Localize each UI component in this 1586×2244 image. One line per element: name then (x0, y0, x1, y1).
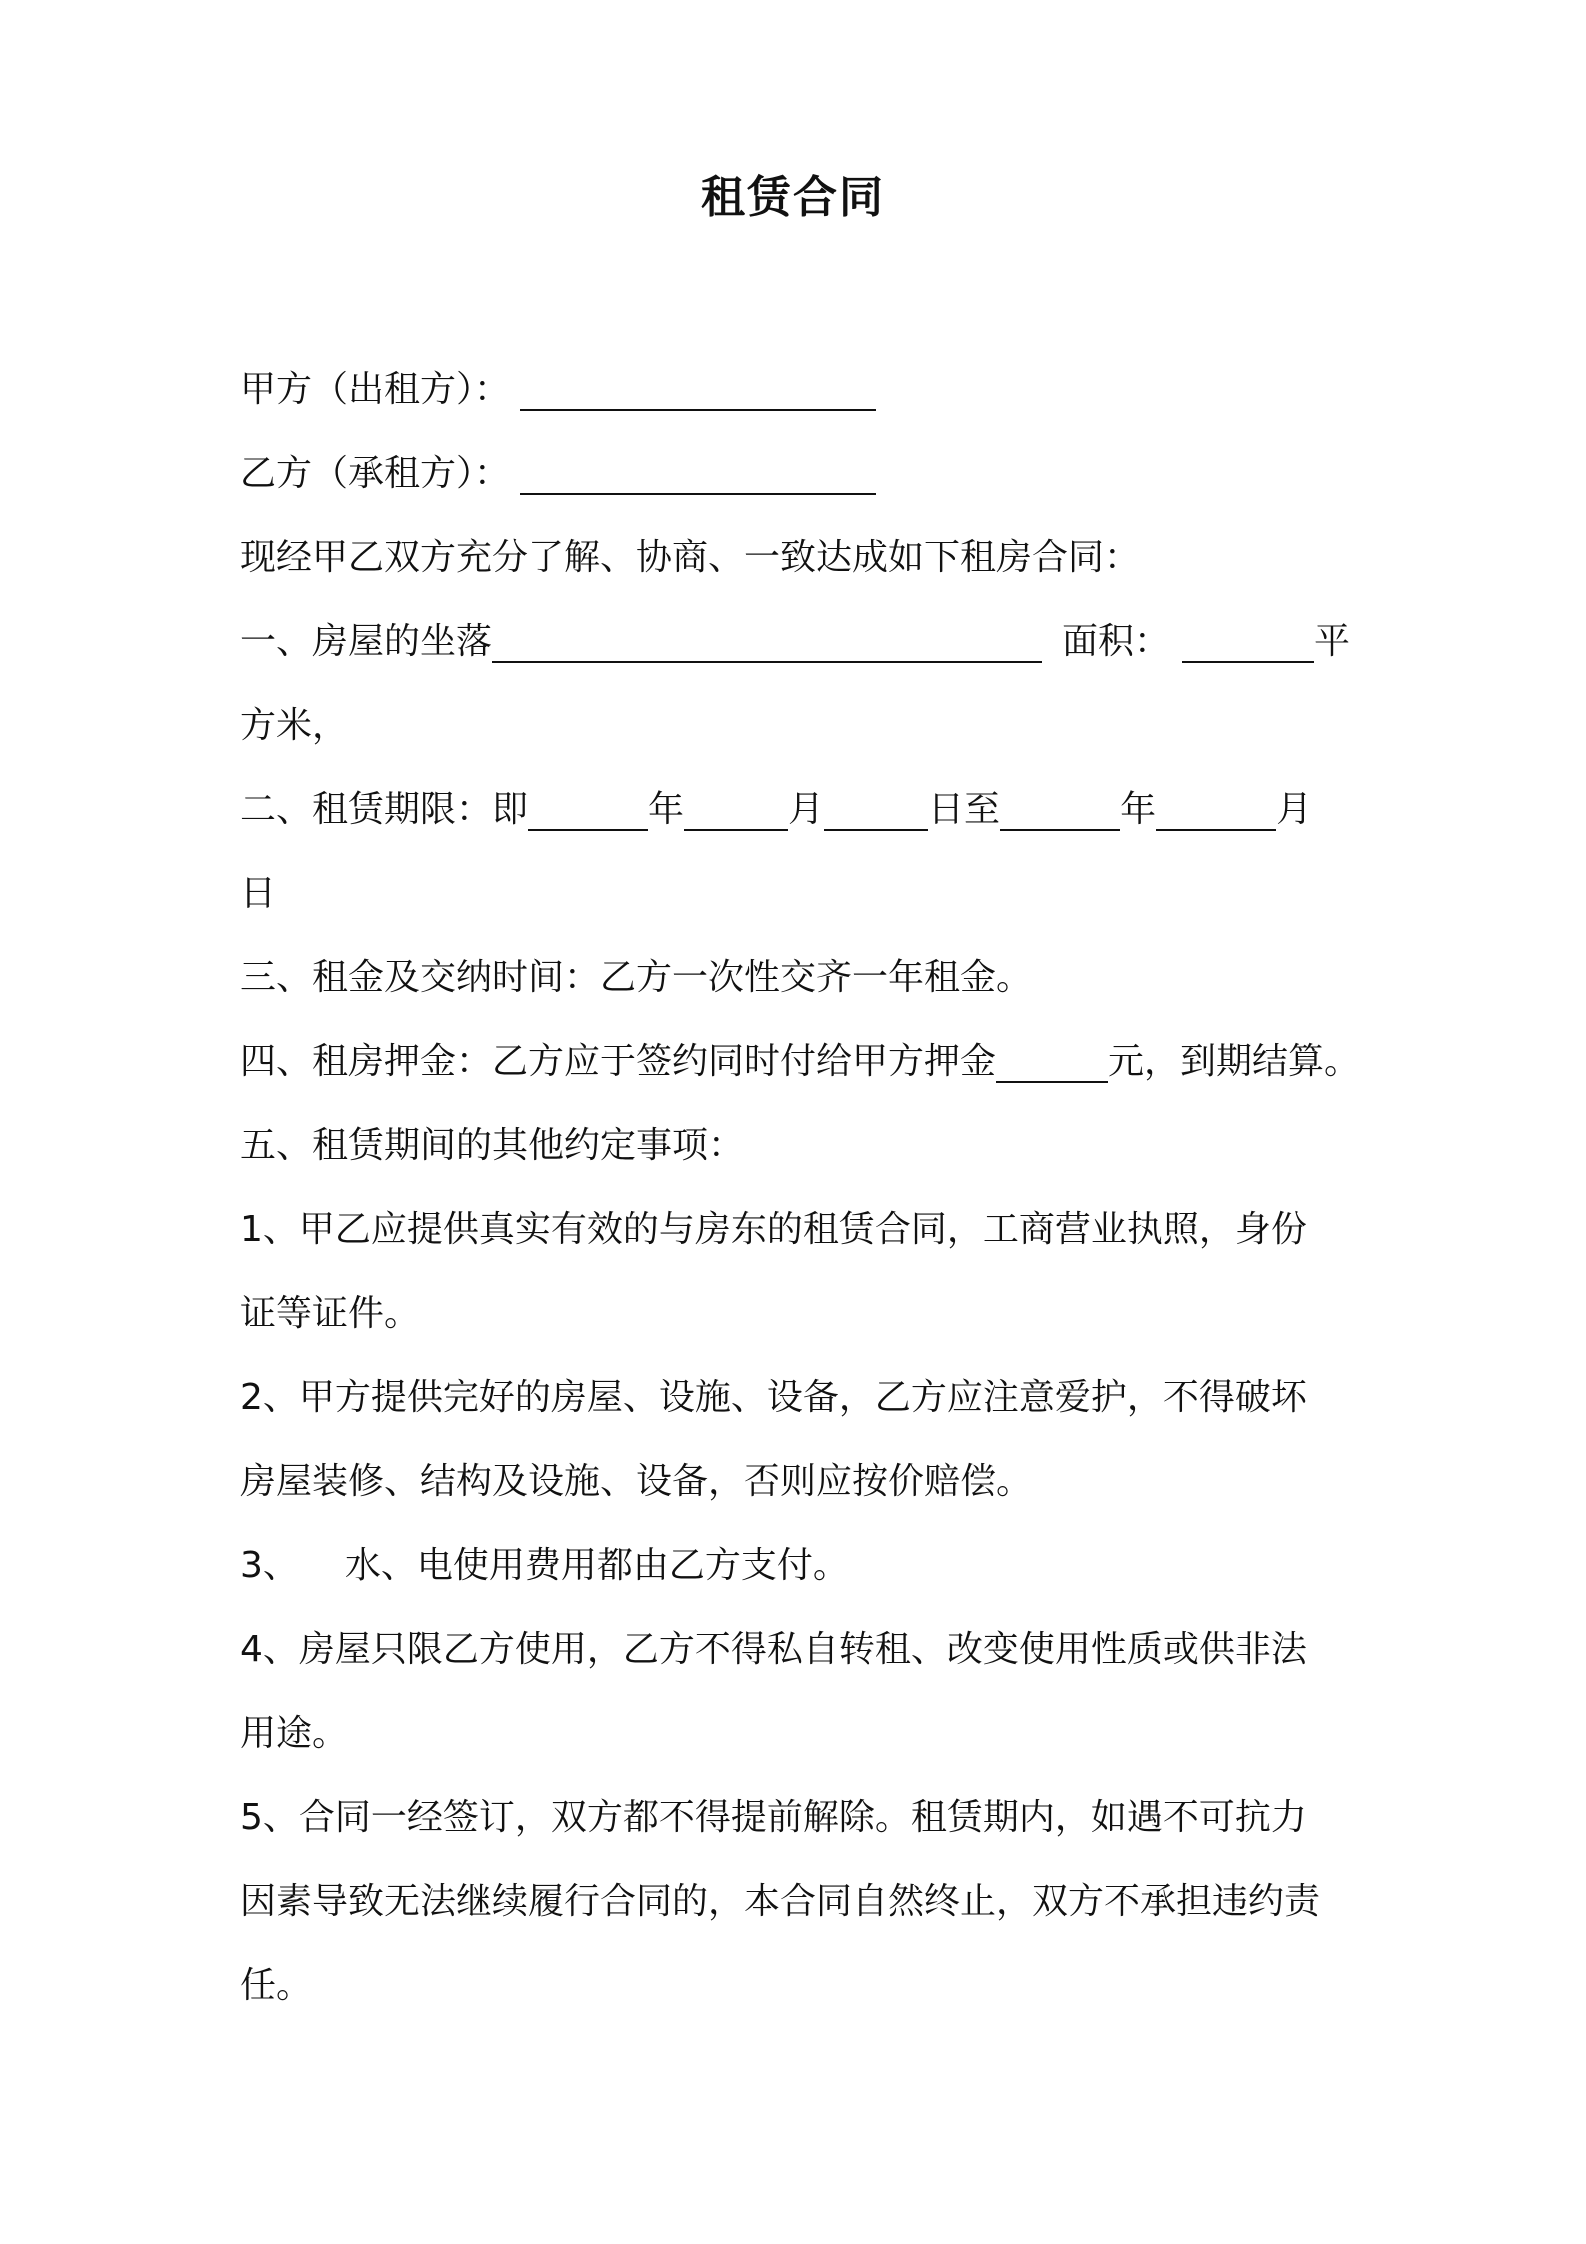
party-b-blank[interactable] (520, 453, 876, 495)
clause1-line (240, 617, 1350, 667)
clause2-line2 (240, 869, 276, 919)
area-label: 面积： (1062, 621, 1171, 662)
end-year-label: 年 (1120, 789, 1157, 830)
item3-text: 水、电使用费用都由乙方支付。 (344, 1545, 849, 1586)
clause4-suffix: 元，到期结算。 (1108, 1041, 1361, 1082)
start-day-blank[interactable] (824, 789, 928, 831)
intro-line: 现经甲乙双方充分了解、协商、一致达成如下租房合同： (240, 537, 1141, 578)
item2-line2: 房屋装修、结构及设施、设备，否则应按价赔偿。 (240, 1461, 1033, 1502)
start-year-blank[interactable] (528, 789, 648, 831)
end-month-label: 月 (1276, 789, 1313, 830)
clause4-line (240, 1037, 1360, 1087)
clause1-line2: 方米， (240, 705, 349, 746)
deposit-blank[interactable] (996, 1041, 1108, 1083)
area-unit-part1: 平 (1314, 621, 1351, 662)
party-b-label: 乙方（承租方）： (240, 453, 511, 494)
clause5-heading: 五、租赁期间的其他约定事项： (240, 1125, 745, 1166)
item4-line2: 用途。 (240, 1713, 349, 1754)
item1-line1: 1、甲乙应提供真实有效的与房东的租赁合同，工商营业执照，身份 (240, 1209, 1307, 1250)
clause2-prefix: 二、租赁期限：即 (240, 789, 529, 830)
start-month-label: 月 (788, 789, 825, 830)
start-month-blank[interactable] (684, 789, 788, 831)
item3-number: 3、 (240, 1545, 299, 1586)
item5-line3: 任。 (240, 1965, 313, 2006)
party-a-line (240, 365, 876, 415)
item3-line (240, 1541, 849, 1591)
start-year-label: 年 (648, 789, 685, 830)
clause3-line: 三、租金及交纳时间：乙方一次性交齐一年租金。 (240, 957, 1033, 998)
area-blank[interactable] (1182, 621, 1314, 663)
item5-line2: 因素导致无法继续履行合同的，本合同自然终止，双方不承担违约责 (240, 1881, 1321, 1922)
party-a-blank[interactable] (520, 369, 876, 411)
document-title: 租赁合同 (701, 172, 885, 223)
item4-line1: 4、房屋只限乙方使用，乙方不得私自转租、改变使用性质或供非法 (240, 1629, 1307, 1670)
clause1-prefix: 一、房屋的坐落 (240, 621, 493, 662)
location-blank[interactable] (492, 621, 1042, 663)
end-year-blank[interactable] (1000, 789, 1120, 831)
clause4-prefix: 四、租房押金：乙方应于签约同时付给甲方押金 (240, 1041, 997, 1082)
start-day-label: 日至 (928, 789, 1001, 830)
item5-line1: 5、合同一经签订，双方都不得提前解除。租赁期内，如遇不可抗力 (240, 1797, 1307, 1838)
end-month-blank[interactable] (1156, 789, 1276, 831)
party-b-line (240, 449, 876, 499)
item2-line1: 2、甲方提供完好的房屋、设施、设备，乙方应注意爱护，不得破坏 (240, 1377, 1307, 1418)
item1-line2: 证等证件。 (240, 1293, 421, 1334)
clause2-line (240, 785, 1312, 835)
end-day-label: 日 (240, 873, 277, 914)
party-a-label: 甲方（出租方）： (240, 369, 511, 410)
